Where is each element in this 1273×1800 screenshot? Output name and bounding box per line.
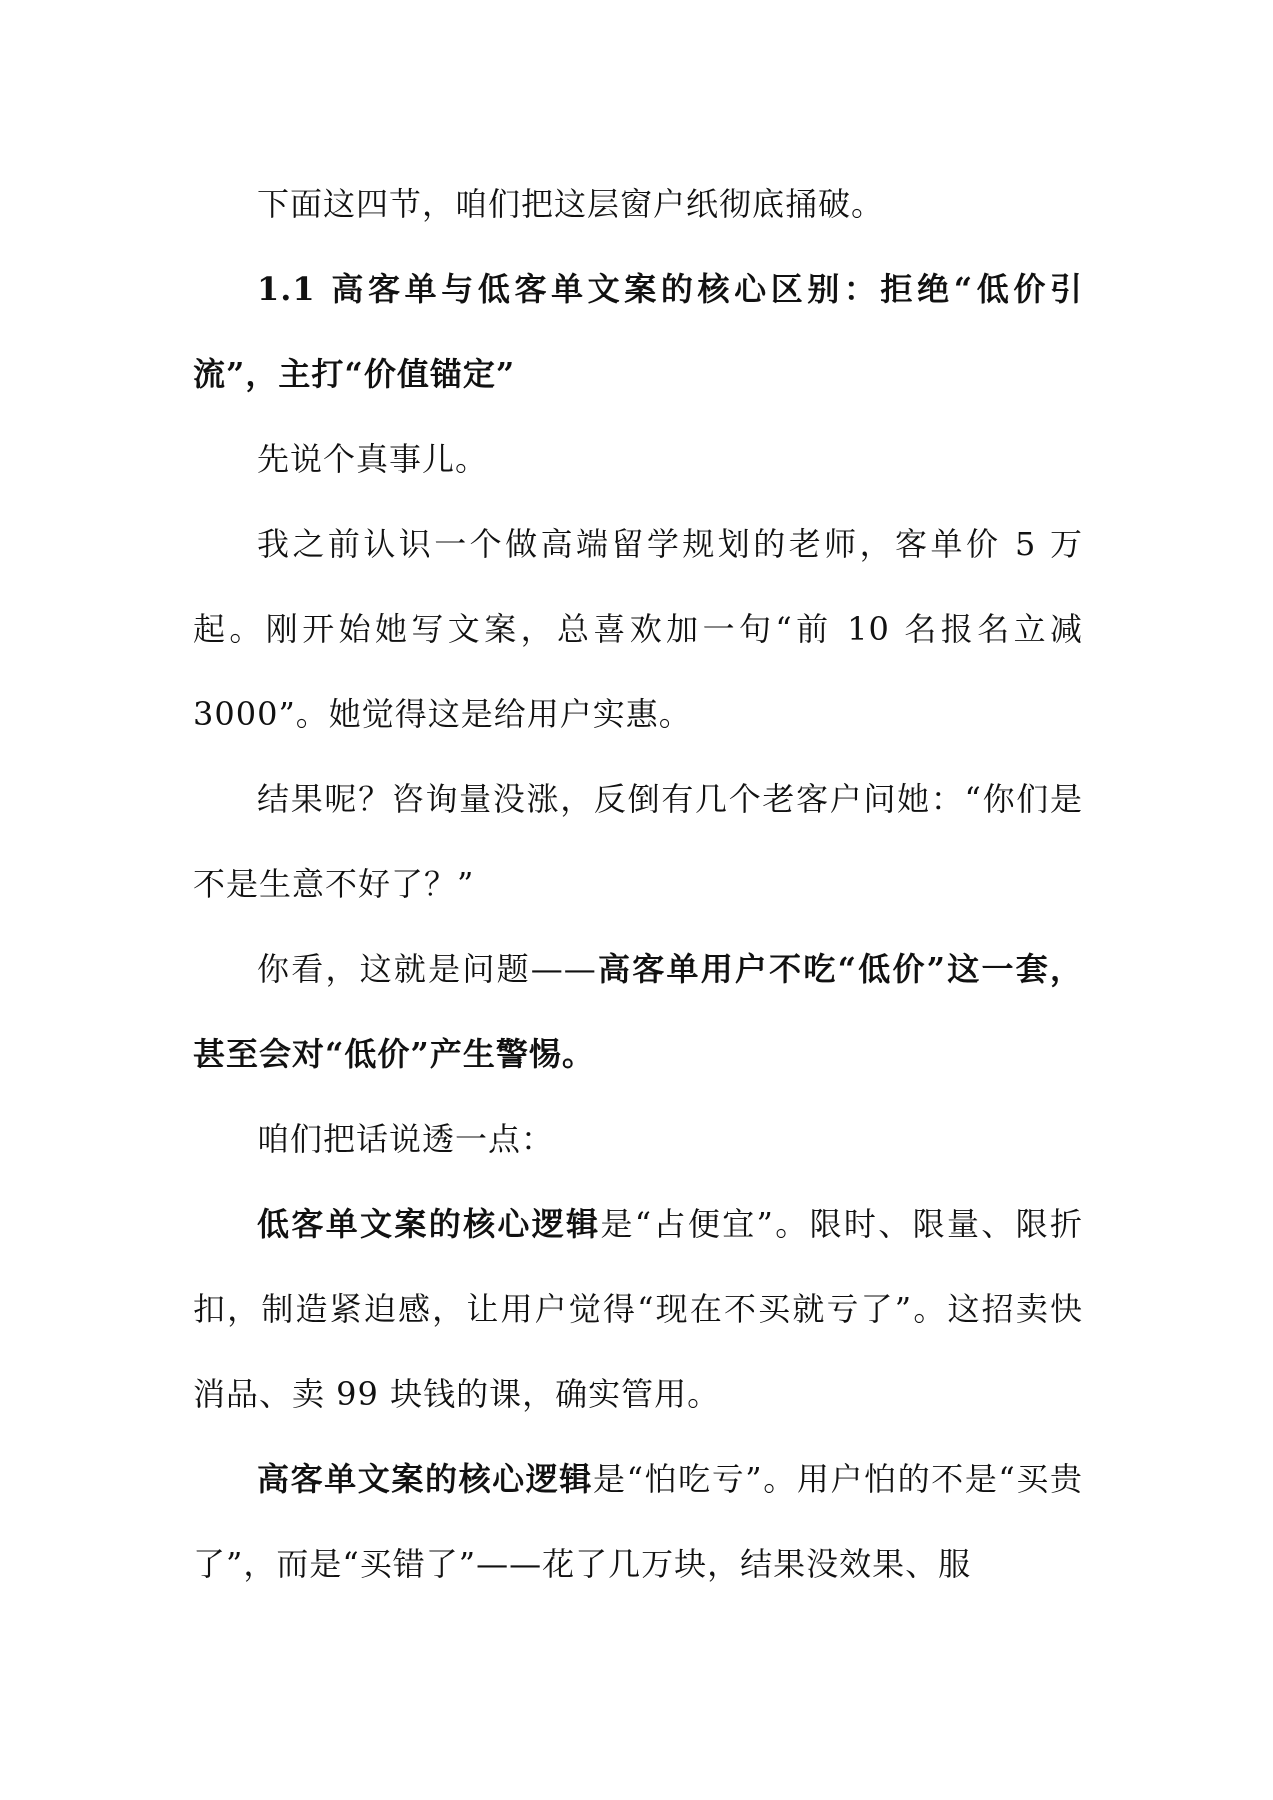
bold-term: 低客单文案的核心逻辑	[257, 1205, 601, 1243]
bold-emphasis: 高客单用户不吃“低价”这一套，甚至会对“低价”产生警惕。	[193, 950, 1083, 1073]
paragraph-text: 咱们把话说透一点：	[257, 1120, 555, 1158]
paragraph-text: 是“占便宜”。限时、限量、限折扣，制造紧迫感，让用户觉得“现在不买就亏了”。这招卖快消品、卖 99 块钱的课，确实管用。	[193, 1205, 1083, 1413]
section-heading-text: 1.1 高客单与低客单文案的核心区别：拒绝“低价引流”，主打“价值锚定”	[193, 270, 1083, 393]
paragraph-high-ticket-logic	[193, 1437, 1083, 1607]
paragraph-teacher-story	[193, 502, 1083, 757]
paragraph-text: 结果呢？咨询量没涨，反倒有几个老客户问她：“你们是不是生意不好了？”	[193, 780, 1083, 903]
bold-term: 高客单文案的核心逻辑	[257, 1460, 593, 1498]
document-body	[193, 162, 1083, 1607]
paragraph-text: 你看，这就是问题——	[257, 950, 597, 988]
paragraph-true-story	[193, 417, 1083, 502]
section-heading	[193, 247, 1083, 417]
paragraph-result	[193, 757, 1083, 927]
paragraph-text: 我之前认识一个做高端留学规划的老师，客单价 5 万起。刚开始她写文案，总喜欢加一句“前 10 名报名立减 3000”。她觉得这是给用户实惠。	[193, 525, 1083, 733]
paragraph-text: 下面这四节，咱们把这层窗户纸彻底捅破。	[257, 185, 885, 223]
paragraph-low-ticket-logic	[193, 1182, 1083, 1437]
paragraph-text: 是“怕吃亏”。用户怕的不是“买贵了”，而是“买错了”——花了几万块，结果没效果、服	[193, 1460, 1083, 1583]
paragraph-intro	[193, 162, 1083, 247]
paragraph-text: 先说个真事儿。	[257, 440, 489, 478]
paragraph-problem	[193, 927, 1083, 1097]
paragraph-transition	[193, 1097, 1083, 1182]
